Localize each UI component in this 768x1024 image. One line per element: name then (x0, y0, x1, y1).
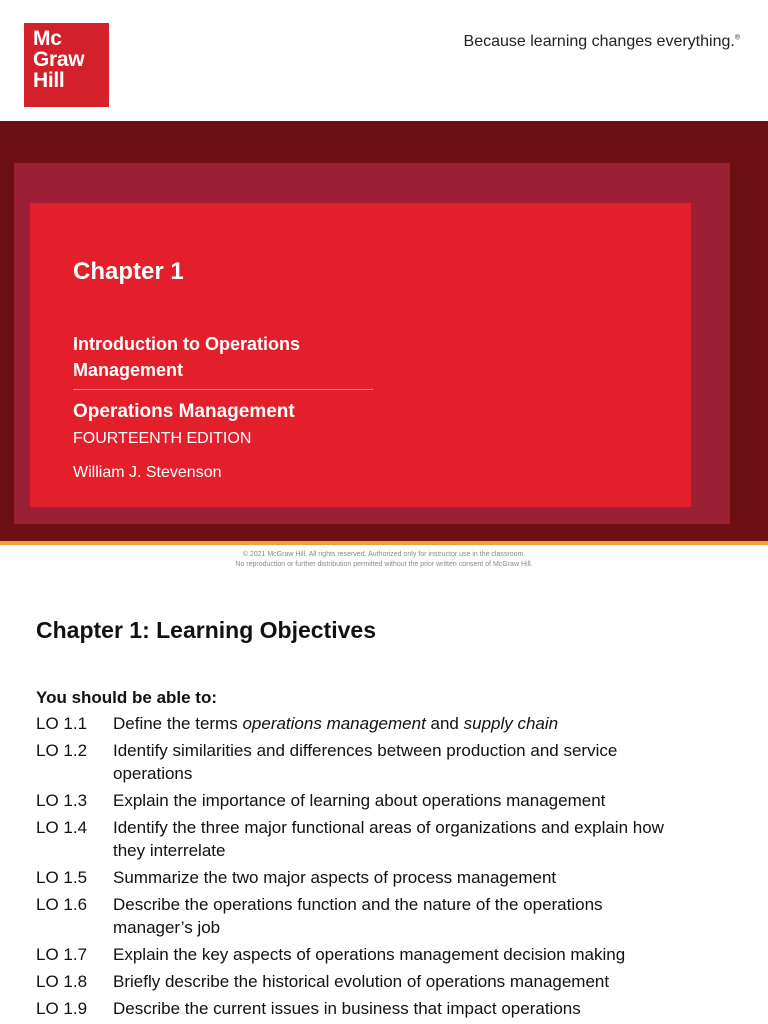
objective-line: operations (113, 764, 193, 783)
list-item (36, 970, 746, 993)
objective-code: LO 1.3 (36, 791, 88, 810)
title-divider (73, 389, 373, 390)
logo-line-hill: Hill (33, 69, 65, 92)
objective-line: Identify the three major functional areas of organizations and explain how (113, 818, 664, 837)
objective-text: Explain the key aspects of operations management decision making (113, 945, 626, 964)
copyright-line2: No reproduction or further distribution permitted without the prior written consent of McGraw Hill. (235, 561, 533, 568)
chapter-title-line2: Management (73, 360, 184, 380)
objective-text (113, 893, 746, 939)
objective-line: Identify similarities and differences between production and service (113, 741, 618, 760)
objective-code: LO 1.5 (36, 868, 88, 887)
objective-code: LO 1.6 (36, 895, 88, 914)
book-edition: FOURTEENTH EDITION (73, 430, 252, 447)
list-item (36, 943, 746, 966)
tagline-text: Because learning changes everything. (463, 33, 735, 50)
registered-mark: ® (734, 34, 740, 42)
list-item (36, 866, 746, 889)
mcgraw-hill-logo (24, 23, 109, 107)
objective-text: Explain the importance of learning about operations management (113, 791, 606, 810)
list-item (36, 893, 746, 939)
gold-divider (0, 541, 768, 545)
objective-term: operations management (242, 714, 426, 733)
objective-text (113, 816, 746, 862)
objective-code: LO 1.4 (36, 818, 88, 837)
chapter-title (73, 331, 373, 383)
book-author: William J. Stevenson (73, 464, 222, 481)
title-card (30, 203, 691, 507)
objective-code: LO 1.2 (36, 741, 88, 760)
objective-code: LO 1.7 (36, 945, 88, 964)
chapter-title-line1: Introduction to Operations (73, 334, 300, 354)
list-item (36, 712, 746, 735)
logo-line-mc: Mc (33, 27, 62, 50)
objectives-lead: You should be able to: (36, 688, 218, 707)
list-item (36, 789, 746, 812)
objective-text: Summarize the two major aspects of process management (113, 868, 557, 887)
objective-line: manager’s job (113, 918, 221, 937)
objectives-list (36, 712, 746, 1024)
copyright-line1: © 2021 McGraw Hill. All rights reserved. Authorized only for instructor use in the classroom. (242, 551, 526, 558)
objective-line: they interrelate (113, 841, 226, 860)
book-title: Operations Management (73, 401, 295, 422)
objective-code: LO 1.9 (36, 999, 88, 1018)
objective-line: Describe the operations function and the nature of the operations (113, 895, 603, 914)
tagline (464, 33, 740, 51)
list-item (36, 739, 746, 785)
objective-term: supply chain (463, 714, 559, 733)
copyright-notice (0, 550, 768, 570)
objective-code: LO 1.1 (36, 714, 88, 733)
objective-text (113, 739, 746, 785)
objective-code: LO 1.8 (36, 972, 88, 991)
list-item (36, 997, 746, 1020)
logo-line-graw: Graw (33, 48, 85, 71)
list-item (36, 816, 746, 862)
objective-text: Briefly describe the historical evolution of operations management (113, 972, 610, 991)
objective-text-part: and (425, 714, 464, 733)
chapter-heading: Chapter 1 (73, 258, 184, 285)
objective-text (113, 712, 746, 735)
objectives-title: Chapter 1: Learning Objectives (36, 617, 376, 643)
objective-text-part: Define the terms (113, 714, 243, 733)
objective-text: Describe the current issues in business that impact operations (113, 999, 581, 1018)
